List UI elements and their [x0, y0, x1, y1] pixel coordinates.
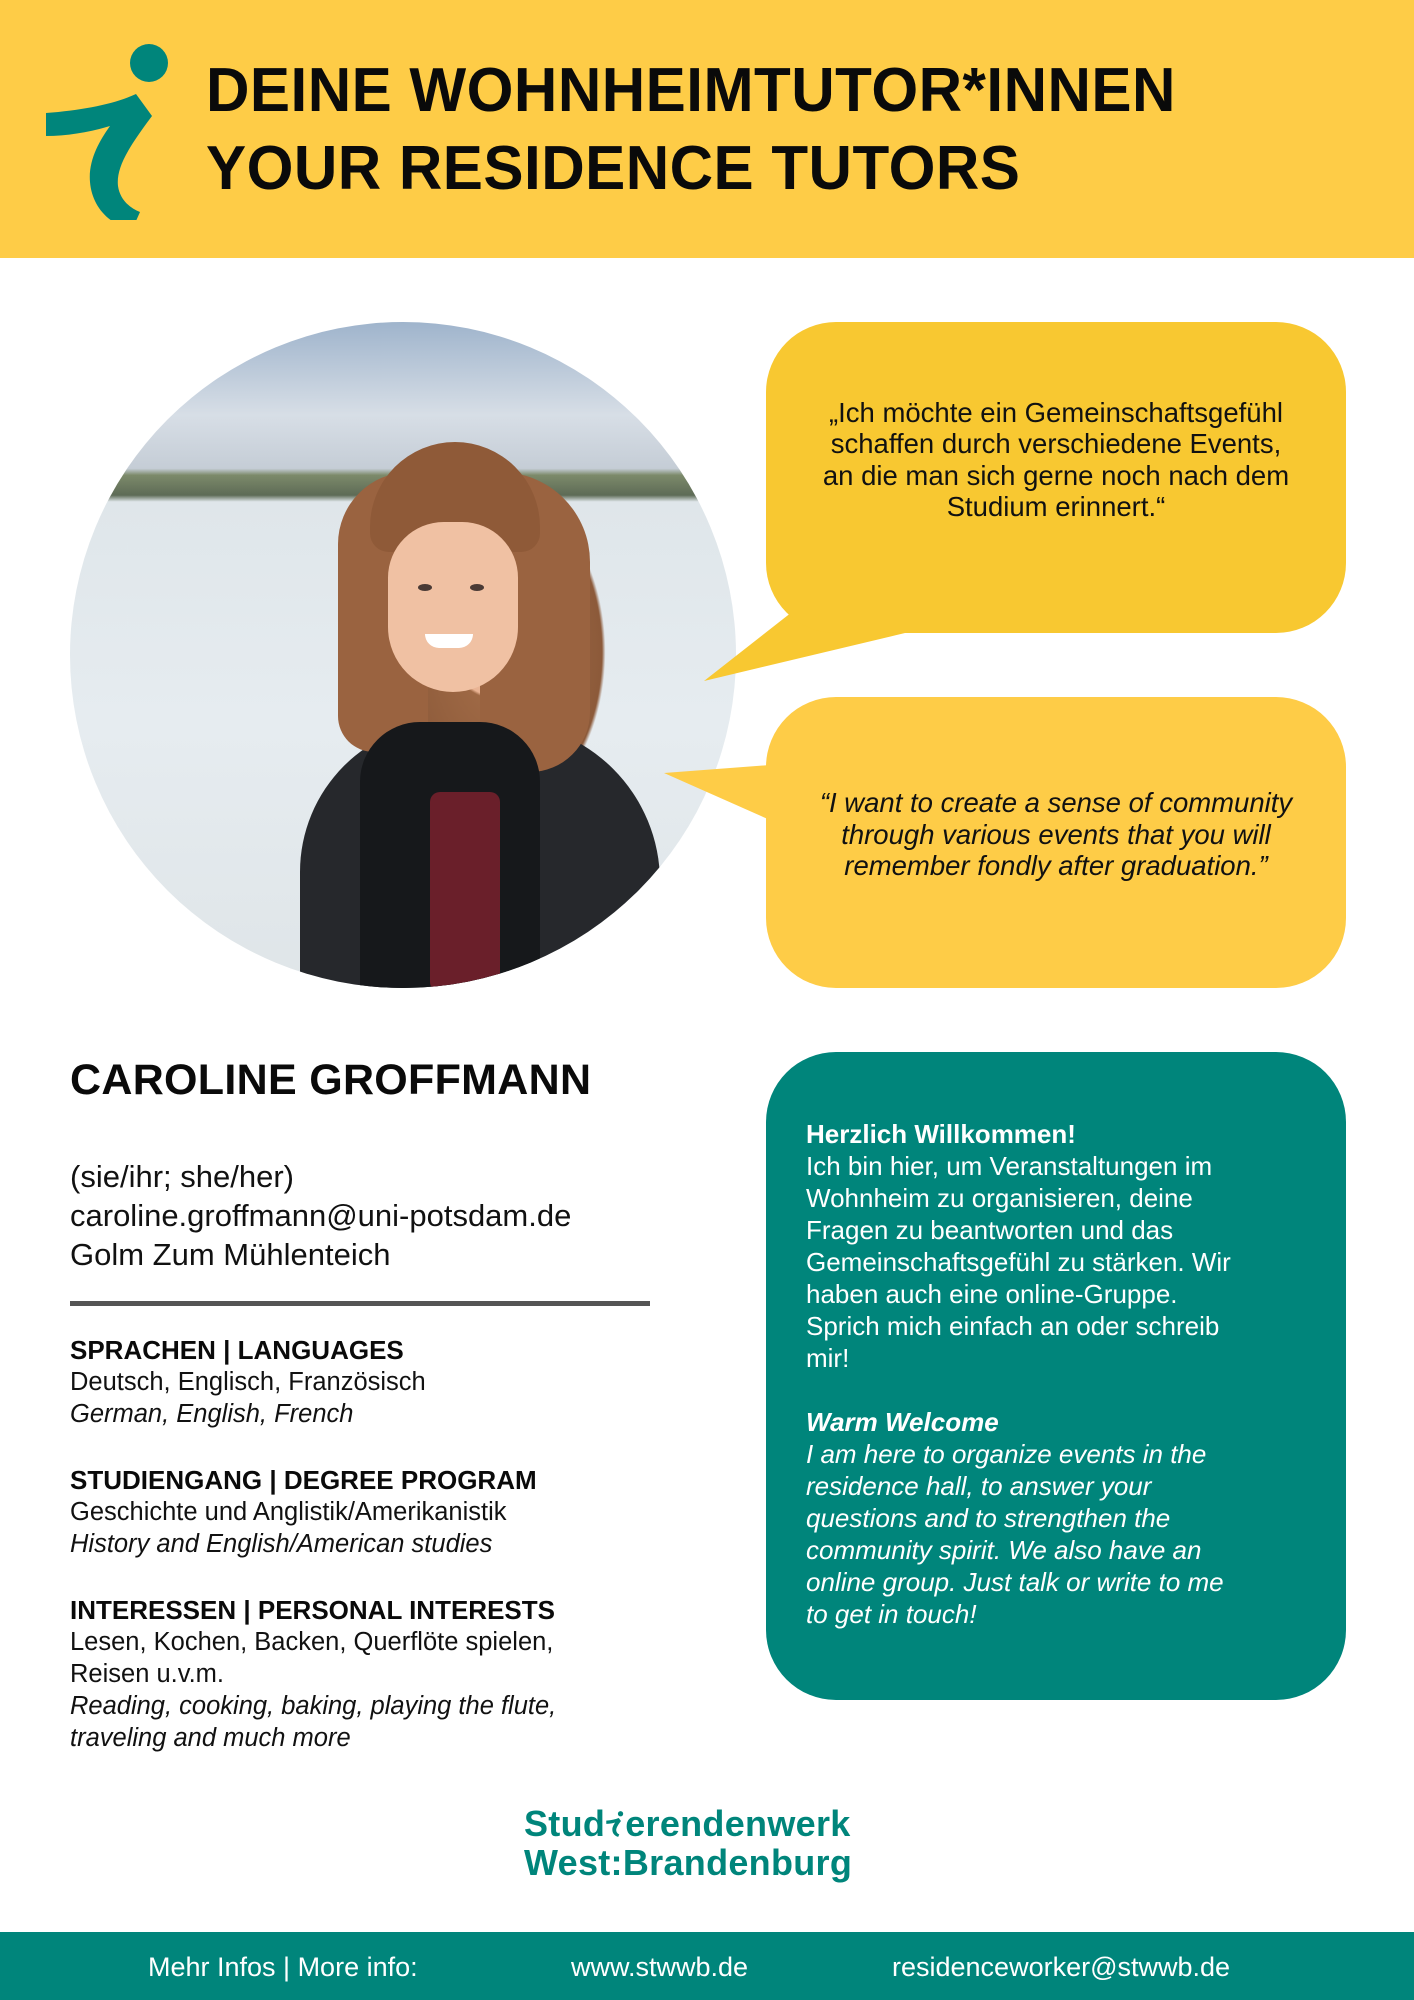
footer-label: Mehr Infos | More info:: [148, 1952, 418, 1982]
interests-english-line: traveling and much more: [70, 1724, 351, 1752]
brand-line1: Stud erendenwerk: [524, 1803, 851, 1844]
tutor-residence: Golm Zum Mühlenteich: [70, 1237, 391, 1272]
tutor-photo: [70, 322, 736, 988]
degree-heading: STUDIENGANG | DEGREE PROGRAM: [70, 1465, 537, 1495]
welcome-text-german-line: Ich bin hier, um Veranstaltungen im: [806, 1151, 1213, 1181]
welcome-heading-english: Warm Welcome: [806, 1407, 999, 1437]
languages-section: [70, 1334, 670, 1430]
welcome-heading-german: Herzlich Willkommen!: [806, 1119, 1076, 1149]
tutor-name: CAROLINE GROFFMANN: [70, 1056, 592, 1104]
welcome-box: [766, 1052, 1346, 1700]
interests-english-line: Reading, cooking, baking, playing the flute,: [70, 1692, 557, 1720]
photo-eye-left: [418, 584, 432, 591]
photo-smile: [425, 634, 473, 648]
quote-text-english: “I want to create a sense of community through various events that you will remember fondly after graduation.”: [819, 787, 1293, 882]
page-title: [206, 52, 1176, 208]
brand-i-figure-icon: [606, 1808, 624, 1838]
header-banner: [0, 0, 1414, 258]
photo-face: [388, 522, 518, 692]
tutor-pronouns: (sie/ihr; she/her): [70, 1159, 294, 1194]
interests-german-line: Lesen, Kochen, Backen, Querflöte spielen,: [70, 1628, 554, 1656]
brand-logo: [524, 1804, 852, 1882]
welcome-text-german-line: haben auch eine online-Gruppe.: [806, 1279, 1178, 1309]
stwwb-i-figure-icon: [44, 40, 174, 220]
welcome-text-english-line: online group. Just talk or write to me: [806, 1567, 1224, 1597]
tutor-email-link[interactable]: caroline.groffmann@uni-potsdam.de: [70, 1198, 572, 1233]
tutor-info: [70, 1334, 670, 1788]
degree-english: History and English/American studies: [70, 1530, 493, 1558]
welcome-text-english-line: I am here to organize events in the: [806, 1439, 1207, 1469]
degree-german: Geschichte und Anglistik/Amerikanistik: [70, 1498, 507, 1526]
quote-bubble-german: [766, 322, 1346, 633]
interests-heading: INTERESSEN | PERSONAL INTERESTS: [70, 1595, 555, 1625]
brand-line2: West:Brandenburg: [524, 1842, 853, 1883]
tutor-contact: [70, 1157, 571, 1274]
welcome-text-english-line: to get in touch!: [806, 1599, 977, 1629]
welcome-text-english-line: questions and to strengthen the: [806, 1503, 1171, 1533]
degree-section: [70, 1464, 670, 1560]
quote-text-german: „Ich möchte ein Gemeinschaftsgefühl schaffen durch verschiedene Events, an die man sich gerne noch nach dem Studium erinnert.“: [822, 396, 1290, 522]
footer-website-link[interactable]: www.stwwb.de: [571, 1952, 749, 1982]
footer-bar: [0, 1932, 1414, 2000]
welcome-text-german-line: Gemeinschaftsgefühl zu stärken. Wir: [806, 1247, 1231, 1277]
quote-bubble-english: [766, 697, 1346, 988]
welcome-text-german-line: Sprich mich einfach an oder schreib: [806, 1311, 1220, 1341]
languages-english: German, English, French: [70, 1400, 354, 1428]
photo-eye-right: [470, 584, 484, 591]
interests-section: [70, 1594, 670, 1754]
interests-german-line: Reisen u.v.m.: [70, 1660, 224, 1688]
welcome-text-english-line: community spirit. We also have an: [806, 1535, 1202, 1565]
photo-shirt: [430, 792, 500, 988]
welcome-text-german-line: Wohnheim zu organisieren, deine: [806, 1183, 1193, 1213]
footer-email-link[interactable]: residenceworker@stwwb.de: [892, 1952, 1231, 1982]
languages-heading: SPRACHEN | LANGUAGES: [70, 1335, 404, 1365]
welcome-text-english-line: residence hall, to answer your: [806, 1471, 1152, 1501]
languages-german: Deutsch, Englisch, Französisch: [70, 1368, 426, 1396]
title-line-german: DEINE WOHNHEIMTUTOR*INNEN: [206, 56, 1176, 125]
welcome-text-german-line: Fragen zu beantworten und das: [806, 1215, 1174, 1245]
section-divider: [70, 1301, 650, 1306]
welcome-spacer: [806, 1374, 1310, 1406]
title-line-english: YOUR RESIDENCE TUTORS: [206, 134, 1021, 203]
welcome-text-german-line: mir!: [806, 1343, 850, 1373]
